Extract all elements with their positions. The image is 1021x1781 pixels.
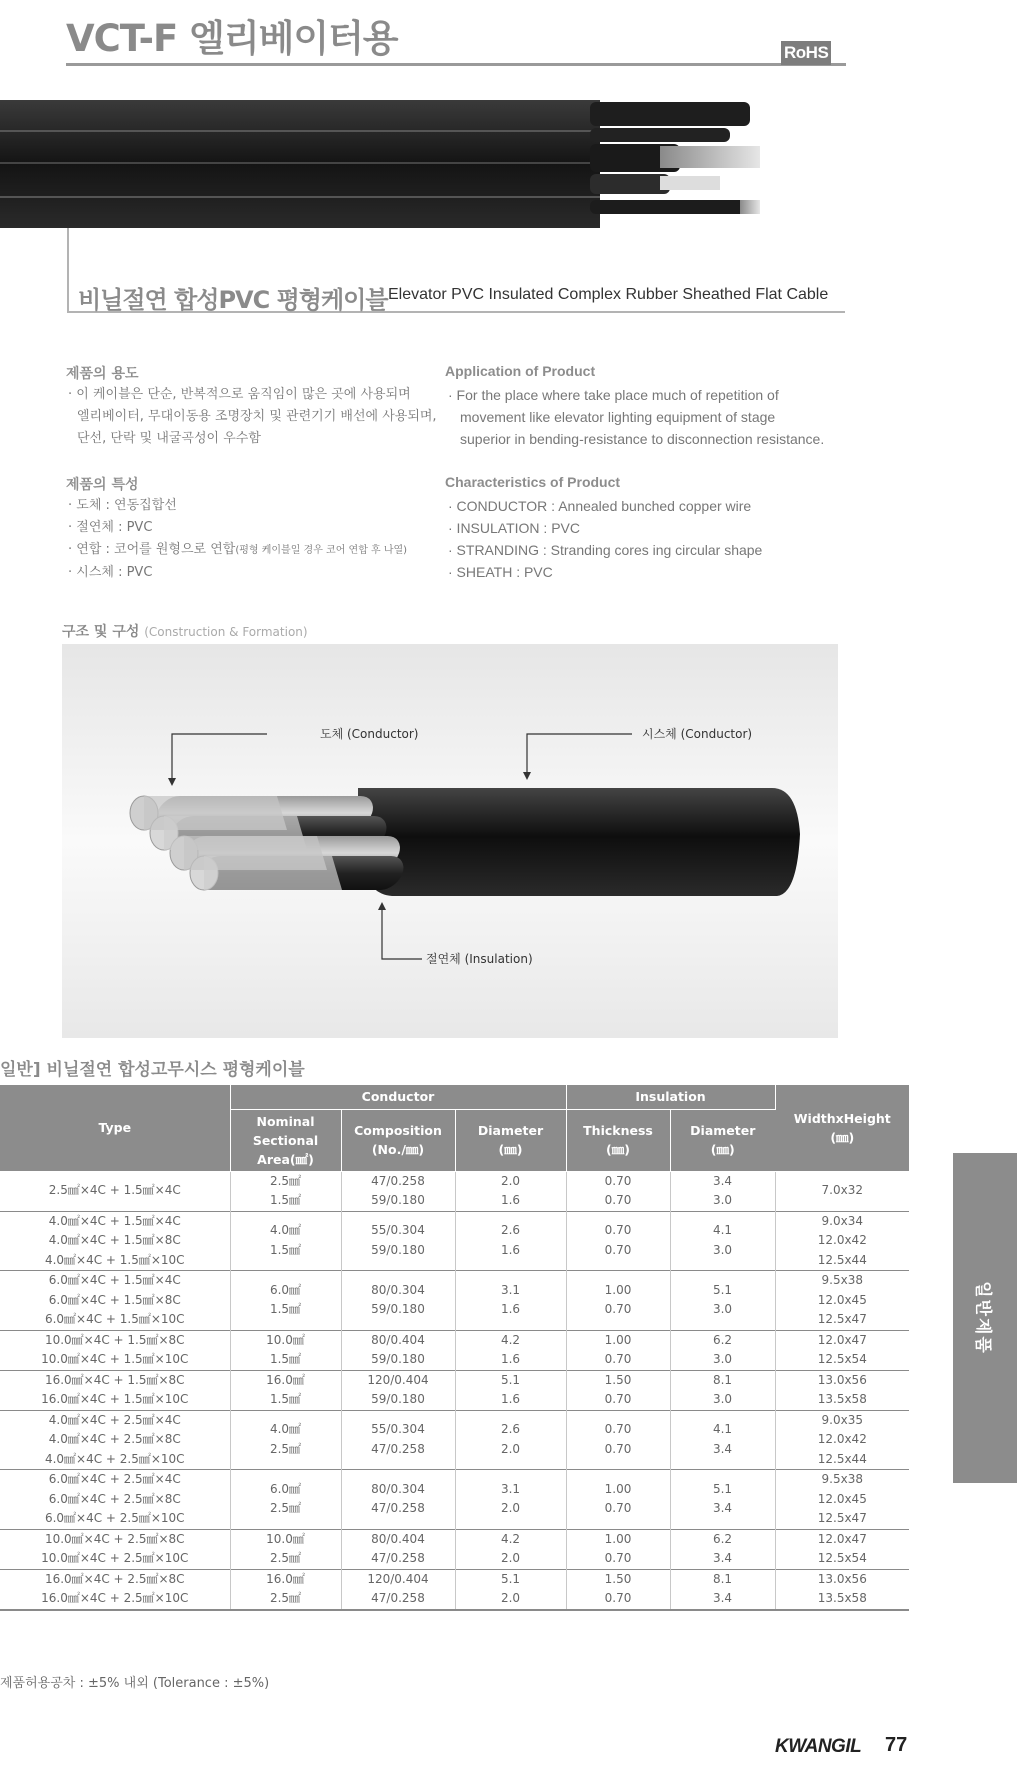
product-name-english: Elevator PVC Insulated Complex Rubber Sheathed Flat Cable — [388, 286, 829, 303]
area-value: 6.0㎟ — [269, 1282, 302, 1297]
area-value: 1.5㎟ — [269, 1352, 302, 1366]
composition-value: 47/0.258 — [371, 1591, 425, 1605]
insulation-diameter-value: 4.1 — [712, 1223, 733, 1238]
thickness-value: 0.70 — [604, 1173, 632, 1188]
characteristics-line-en: · SHEATH : PVC — [448, 564, 553, 580]
area-cell — [230, 1410, 341, 1470]
insulation-diameter-value: 3.4 — [712, 1441, 733, 1456]
application-line-ko: 단선, 단락 및 내굴곡성이 우수함 — [77, 431, 261, 446]
composition-cell — [341, 1529, 455, 1569]
application-line-en: · For the place where take place much of repetition of — [448, 387, 779, 403]
area-cell — [230, 1271, 341, 1331]
label-sheath: 시스체 (Conductor) — [642, 727, 753, 741]
type-value: 2.5㎟×4C + 1.5㎟×4C — [48, 1183, 181, 1198]
page-number: 77 — [885, 1734, 908, 1756]
type-cell — [0, 1470, 230, 1530]
construction-title-en: (Construction & Formation) — [144, 625, 308, 639]
composition-value: 59/0.180 — [371, 1193, 425, 1207]
insulation-diameter-cell — [670, 1330, 775, 1370]
header-width-height — [775, 1085, 909, 1171]
conductor-diameter-cell — [455, 1529, 566, 1569]
insulation-diameter-value: 3.0 — [712, 1242, 733, 1257]
type-cell — [0, 1211, 230, 1271]
width-height-value: 12.5x44 — [817, 1252, 867, 1267]
area-value: 2.5㎟ — [269, 1173, 302, 1188]
type-value: 10.0㎟×4C + 2.5㎟×10C — [41, 1551, 189, 1565]
conductor-diameter-value: 2.6 — [500, 1223, 521, 1238]
area-value: 6.0㎟ — [269, 1481, 302, 1496]
composition-value: 80/0.404 — [371, 1332, 425, 1347]
insulation-diameter-cell — [670, 1410, 775, 1470]
conductor-diameter-value: 1.6 — [500, 1302, 521, 1317]
type-value: 6.0㎟×4C + 1.5㎟×4C — [48, 1273, 181, 1287]
stranding-note: (평형 케이블일 경우 코어 연합 후 나열) — [235, 545, 408, 556]
header-wh-line1: WidthxHeight — [793, 1110, 891, 1126]
composition-value: 120/0.404 — [367, 1372, 429, 1387]
application-line-ko: 엘리베이터, 무대이동용 조명장치 및 관련기기 배선에 사용되며, — [77, 409, 437, 424]
width-height-value: 12.0x45 — [817, 1292, 867, 1307]
characteristics-line-en: · INSULATION : PVC — [448, 520, 580, 536]
conductor-diameter-value: 1.6 — [500, 1392, 521, 1406]
width-height-cell — [775, 1211, 909, 1271]
type-value: 4.0㎟×4C + 2.5㎟×4C — [48, 1412, 181, 1427]
thickness-value: 0.70 — [604, 1193, 632, 1207]
composition-value: 47/0.258 — [371, 1173, 425, 1188]
width-height-cell — [775, 1171, 909, 1211]
type-value: 10.0㎟×4C + 1.5㎟×8C — [44, 1332, 185, 1347]
header-conductor: Conductor — [230, 1085, 566, 1109]
conductor-diameter-cell — [455, 1211, 566, 1271]
application-heading-en: Application of Product — [445, 363, 596, 379]
application-line-ko: · 이 케이블은 단순, 반복적으로 움직임이 많은 곳에 사용되며 — [68, 387, 411, 402]
width-height-cell — [775, 1410, 909, 1470]
width-height-value: 12.5x54 — [817, 1352, 867, 1366]
construction-diagram — [62, 644, 838, 1038]
width-height-value: 12.5x47 — [817, 1511, 867, 1525]
area-value: 2.5㎟ — [269, 1441, 302, 1456]
area-cell — [230, 1569, 341, 1610]
thickness-value: 0.70 — [604, 1352, 632, 1366]
conductor-diameter-cell — [455, 1410, 566, 1470]
header-conductor-diameter — [455, 1109, 566, 1171]
construction-title — [62, 621, 308, 641]
table-row — [0, 1569, 909, 1610]
application-heading-ko: 제품의 용도 — [66, 366, 139, 382]
thickness-value: 1.00 — [604, 1332, 632, 1347]
header-idiam-line1: Diameter — [690, 1123, 756, 1138]
conductor-diameter-value: 3.1 — [500, 1282, 521, 1297]
type-value: 10.0㎟×4C + 2.5㎟×8C — [44, 1531, 185, 1546]
conductor-diameter-value: 1.6 — [500, 1242, 521, 1257]
composition-value: 59/0.180 — [371, 1302, 425, 1317]
insulation-diameter-cell — [670, 1569, 775, 1610]
thickness-value: 0.70 — [604, 1392, 632, 1406]
thickness-value: 0.70 — [604, 1441, 632, 1456]
composition-cell — [341, 1569, 455, 1610]
area-cell — [230, 1330, 341, 1370]
conductor-diameter-value: 2.6 — [500, 1422, 521, 1437]
composition-value: 55/0.304 — [371, 1223, 425, 1238]
header-area-line3: Area(㎟) — [257, 1151, 314, 1167]
insulation-diameter-value: 6.2 — [712, 1332, 733, 1347]
section-side-tab[interactable] — [953, 1153, 1017, 1483]
area-value: 16.0㎟ — [266, 1372, 305, 1387]
characteristics-line-ko: · 도체 : 연동집합선 — [68, 498, 177, 513]
header-insulation: Insulation — [566, 1085, 775, 1109]
conductor-diameter-value: 4.2 — [500, 1332, 521, 1347]
spec-table-body — [0, 1171, 909, 1610]
conductor-diameter-cell — [455, 1569, 566, 1610]
application-text-ko — [68, 384, 437, 450]
insulation-diameter-value: 8.1 — [712, 1571, 733, 1586]
insulation-diameter-value: 3.0 — [712, 1392, 733, 1406]
insulation-diameter-cell — [670, 1211, 775, 1271]
label-conductor: 도체 (Conductor) — [320, 727, 419, 741]
page-title: VCT-F 엘리베이터용 — [66, 17, 398, 60]
width-height-value: 12.0x45 — [817, 1491, 867, 1506]
width-height-value: 12.5x54 — [817, 1551, 867, 1565]
area-cell — [230, 1529, 341, 1569]
thickness-value: 1.00 — [604, 1531, 632, 1546]
insulation-diameter-value: 3.4 — [712, 1173, 733, 1188]
conductor-diameter-value: 1.6 — [500, 1193, 521, 1207]
area-value: 1.5㎟ — [269, 1193, 302, 1207]
type-cell — [0, 1171, 230, 1211]
conductor-diameter-value: 2.0 — [500, 1501, 521, 1516]
width-height-cell — [775, 1470, 909, 1530]
thickness-cell — [566, 1470, 670, 1530]
conductor-diameter-value: 5.1 — [500, 1372, 521, 1387]
thickness-value: 1.00 — [604, 1282, 632, 1297]
thickness-value: 0.70 — [604, 1242, 632, 1257]
area-value: 2.5㎟ — [269, 1551, 302, 1565]
composition-value: 80/0.304 — [371, 1282, 425, 1297]
insulation-diameter-value: 3.4 — [712, 1591, 733, 1605]
type-value: 16.0㎟×4C + 1.5㎟×10C — [41, 1392, 189, 1406]
characteristics-line-en: · CONDUCTOR : Annealed bunched copper wire — [448, 498, 752, 514]
header-area — [230, 1109, 341, 1171]
area-value: 2.5㎟ — [269, 1501, 302, 1516]
header-wh-line2: (㎜) — [830, 1129, 855, 1145]
insulation-diameter-value: 3.0 — [712, 1193, 733, 1207]
width-height-cell — [775, 1370, 909, 1410]
width-height-value: 13.0x56 — [817, 1571, 867, 1586]
conductor-diameter-value: 2.0 — [500, 1173, 521, 1188]
header-area-line2: Sectional — [252, 1132, 319, 1148]
characteristics-heading-en: Characteristics of Product — [445, 474, 621, 490]
application-line-en: superior in bending-resistance to disconnection resistance. — [460, 431, 825, 447]
area-value: 16.0㎟ — [266, 1571, 305, 1586]
type-value: 4.0㎟×4C + 1.5㎟×10C — [44, 1252, 185, 1267]
cable-photo — [0, 100, 780, 228]
insulation-diameter-value: 6.2 — [712, 1531, 733, 1546]
composition-value: 59/0.180 — [371, 1242, 425, 1257]
table-title: 일반] 비닐절연 합성고무시스 평형케이블 — [0, 1060, 305, 1080]
composition-value: 80/0.404 — [371, 1531, 425, 1546]
insulation-diameter-value: 3.4 — [712, 1501, 733, 1516]
brand-logo: KWANGIL — [775, 1736, 862, 1757]
table-row — [0, 1171, 909, 1211]
header-composition-line1: Composition — [354, 1123, 442, 1138]
thickness-cell — [566, 1569, 670, 1610]
header-idiam-line2: (㎜) — [710, 1142, 735, 1157]
thickness-cell — [566, 1529, 670, 1569]
thickness-value: 1.50 — [604, 1571, 632, 1586]
table-row — [0, 1529, 909, 1569]
conductor-diameter-value: 4.2 — [500, 1531, 521, 1546]
width-height-cell — [775, 1569, 909, 1610]
composition-value: 47/0.258 — [371, 1501, 425, 1516]
width-height-value: 13.5x58 — [817, 1591, 867, 1605]
header-cdiam-line2: (㎜) — [498, 1142, 523, 1157]
area-cell — [230, 1171, 341, 1211]
product-name-korean: 비닐절연 합성PVC 평형케이블 — [78, 286, 388, 314]
conductor-diameter-value: 3.1 — [500, 1481, 521, 1496]
insulation-diameter-value: 5.1 — [712, 1481, 733, 1496]
width-height-value: 13.5x58 — [817, 1392, 867, 1406]
type-cell — [0, 1370, 230, 1410]
table-row — [0, 1211, 909, 1271]
width-height-cell — [775, 1529, 909, 1569]
table-row — [0, 1330, 909, 1370]
area-value: 4.0㎟ — [269, 1223, 302, 1238]
composition-cell — [341, 1271, 455, 1331]
thickness-value: 0.70 — [604, 1501, 632, 1516]
conductor-diameter-cell — [455, 1470, 566, 1530]
insulation-diameter-value: 3.0 — [712, 1352, 733, 1366]
area-value: 1.5㎟ — [269, 1392, 302, 1406]
width-height-value: 7.0x32 — [821, 1183, 864, 1198]
tolerance-note: 제품허용공차 : ±5% 내외 (Tolerance : ±5%) — [0, 1676, 270, 1691]
thickness-value: 0.70 — [604, 1223, 632, 1238]
type-cell — [0, 1271, 230, 1331]
characteristics-line-ko: · 시스체 : PVC — [68, 565, 153, 580]
type-value: 6.0㎟×4C + 2.5㎟×10C — [44, 1511, 185, 1525]
label-insulation: 절연체 (Insulation) — [426, 952, 533, 966]
type-value: 4.0㎟×4C + 2.5㎟×8C — [48, 1432, 181, 1446]
width-height-value: 12.0x42 — [817, 1233, 867, 1247]
insulation-diameter-value: 4.1 — [712, 1422, 733, 1437]
area-value: 10.0㎟ — [266, 1531, 305, 1546]
conductor-diameter-value: 2.0 — [500, 1551, 521, 1565]
composition-cell — [341, 1370, 455, 1410]
thickness-value: 0.70 — [604, 1422, 632, 1437]
type-cell — [0, 1529, 230, 1569]
characteristics-text-ko — [68, 495, 407, 584]
table-row — [0, 1410, 909, 1470]
side-tab-label: 일반제품 — [972, 1281, 993, 1355]
composition-value: 55/0.304 — [371, 1422, 425, 1437]
insulation-diameter-value: 5.1 — [712, 1282, 733, 1297]
title-divider — [66, 63, 846, 66]
area-value: 10.0㎟ — [266, 1332, 305, 1347]
characteristics-line-en: · STRANDING : Stranding cores ing circular shape — [448, 542, 763, 558]
insulation-diameter-cell — [670, 1171, 775, 1211]
type-value: 6.0㎟×4C + 2.5㎟×8C — [48, 1491, 181, 1506]
composition-value: 59/0.180 — [371, 1352, 425, 1366]
subtitle-bracket-vertical — [67, 228, 69, 312]
thickness-value: 0.70 — [604, 1591, 632, 1605]
insulation-diameter-value: 8.1 — [712, 1372, 733, 1387]
table-row — [0, 1370, 909, 1410]
insulation-diameter-cell — [670, 1529, 775, 1569]
area-cell — [230, 1211, 341, 1271]
table-row — [0, 1470, 909, 1530]
header-thickness — [566, 1109, 670, 1171]
composition-cell — [341, 1211, 455, 1271]
width-height-value: 12.0x47 — [817, 1332, 867, 1347]
header-thickness-line2: (㎜) — [606, 1142, 630, 1157]
header-thickness-line1: Thickness — [583, 1123, 653, 1138]
rohs-badge: RoHS — [781, 41, 831, 65]
conductor-diameter-value: 1.6 — [500, 1352, 521, 1366]
header-insulation-diameter — [670, 1109, 775, 1171]
header-composition — [341, 1109, 455, 1171]
width-height-value: 12.5x44 — [817, 1451, 867, 1466]
characteristics-line-ko — [68, 539, 407, 562]
width-height-value: 9.0x34 — [821, 1213, 864, 1228]
type-value: 6.0㎟×4C + 1.5㎟×10C — [44, 1312, 185, 1326]
header-cdiam-line1: Diameter — [477, 1123, 544, 1138]
type-cell — [0, 1330, 230, 1370]
conductor-diameter-cell — [455, 1271, 566, 1331]
type-value: 16.0㎟×4C + 2.5㎟×10C — [41, 1591, 189, 1605]
insulation-diameter-value: 3.0 — [712, 1302, 733, 1317]
conductor-diameter-value: 2.0 — [500, 1591, 521, 1605]
insulation-diameter-cell — [670, 1271, 775, 1331]
width-height-cell — [775, 1271, 909, 1331]
type-value: 6.0㎟×4C + 2.5㎟×4C — [48, 1472, 181, 1486]
composition-value: 47/0.258 — [371, 1441, 425, 1456]
conductor-diameter-cell — [455, 1330, 566, 1370]
width-height-value: 12.0x47 — [817, 1531, 867, 1546]
composition-value: 59/0.180 — [371, 1392, 425, 1406]
width-height-value: 9.5x38 — [821, 1472, 864, 1486]
conductor-diameter-cell — [455, 1370, 566, 1410]
application-text-en — [448, 384, 824, 450]
area-value: 2.5㎟ — [269, 1591, 302, 1605]
composition-cell — [341, 1410, 455, 1470]
composition-value: 80/0.304 — [371, 1481, 425, 1496]
insulation-diameter-cell — [670, 1370, 775, 1410]
construction-title-ko: 구조 및 구성 — [62, 624, 140, 640]
area-cell — [230, 1470, 341, 1530]
header-area-line1: Nominal — [256, 1113, 315, 1129]
thickness-cell — [566, 1410, 670, 1470]
type-value: 16.0㎟×4C + 2.5㎟×8C — [44, 1571, 185, 1586]
area-value: 1.5㎟ — [269, 1242, 302, 1257]
width-height-cell — [775, 1330, 909, 1370]
thickness-value: 1.00 — [604, 1481, 632, 1496]
type-value: 10.0㎟×4C + 1.5㎟×10C — [41, 1352, 189, 1366]
characteristics-text-en — [448, 495, 762, 583]
header-composition-line2: (No./㎜) — [371, 1142, 425, 1157]
spec-table — [0, 1085, 909, 1611]
composition-value: 47/0.258 — [371, 1551, 425, 1565]
thickness-value: 0.70 — [604, 1551, 632, 1565]
header-type: Type — [0, 1085, 230, 1171]
stranding-text: · 연합 : 코어를 원형으로 연합 — [68, 542, 236, 557]
type-cell — [0, 1410, 230, 1470]
composition-cell — [341, 1171, 455, 1211]
width-height-value: 9.0x35 — [821, 1412, 864, 1427]
table-row — [0, 1271, 909, 1331]
conductor-diameter-cell — [455, 1171, 566, 1211]
type-value: 4.0㎟×4C + 1.5㎟×8C — [48, 1233, 181, 1247]
characteristics-heading-ko: 제품의 특성 — [66, 477, 139, 493]
type-value: 6.0㎟×4C + 1.5㎟×8C — [48, 1292, 181, 1307]
area-value: 4.0㎟ — [269, 1422, 302, 1437]
conductor-diameter-value: 5.1 — [500, 1571, 521, 1586]
thickness-cell — [566, 1271, 670, 1331]
width-height-value: 9.5x38 — [821, 1273, 864, 1287]
type-cell — [0, 1569, 230, 1610]
application-line-en: movement like elevator lighting equipment of stage — [460, 409, 776, 425]
width-height-value: 12.0x42 — [817, 1432, 867, 1446]
composition-cell — [341, 1330, 455, 1370]
conductor-diameter-value: 2.0 — [500, 1441, 521, 1456]
insulation-diameter-cell — [670, 1470, 775, 1530]
width-height-value: 12.5x47 — [817, 1312, 867, 1326]
type-value: 4.0㎟×4C + 1.5㎟×4C — [48, 1213, 181, 1228]
thickness-cell — [566, 1330, 670, 1370]
type-value: 16.0㎟×4C + 1.5㎟×8C — [44, 1372, 185, 1387]
composition-cell — [341, 1470, 455, 1530]
thickness-cell — [566, 1370, 670, 1410]
thickness-cell — [566, 1171, 670, 1211]
area-cell — [230, 1370, 341, 1410]
width-height-value: 13.0x56 — [817, 1372, 867, 1387]
type-value: 4.0㎟×4C + 2.5㎟×10C — [44, 1451, 185, 1466]
area-value: 1.5㎟ — [269, 1302, 302, 1317]
characteristics-line-ko: · 절연체 : PVC — [68, 520, 153, 535]
composition-value: 120/0.404 — [367, 1571, 429, 1586]
thickness-cell — [566, 1211, 670, 1271]
insulation-diameter-value: 3.4 — [712, 1551, 733, 1565]
thickness-value: 0.70 — [604, 1302, 632, 1317]
thickness-value: 1.50 — [604, 1372, 632, 1387]
